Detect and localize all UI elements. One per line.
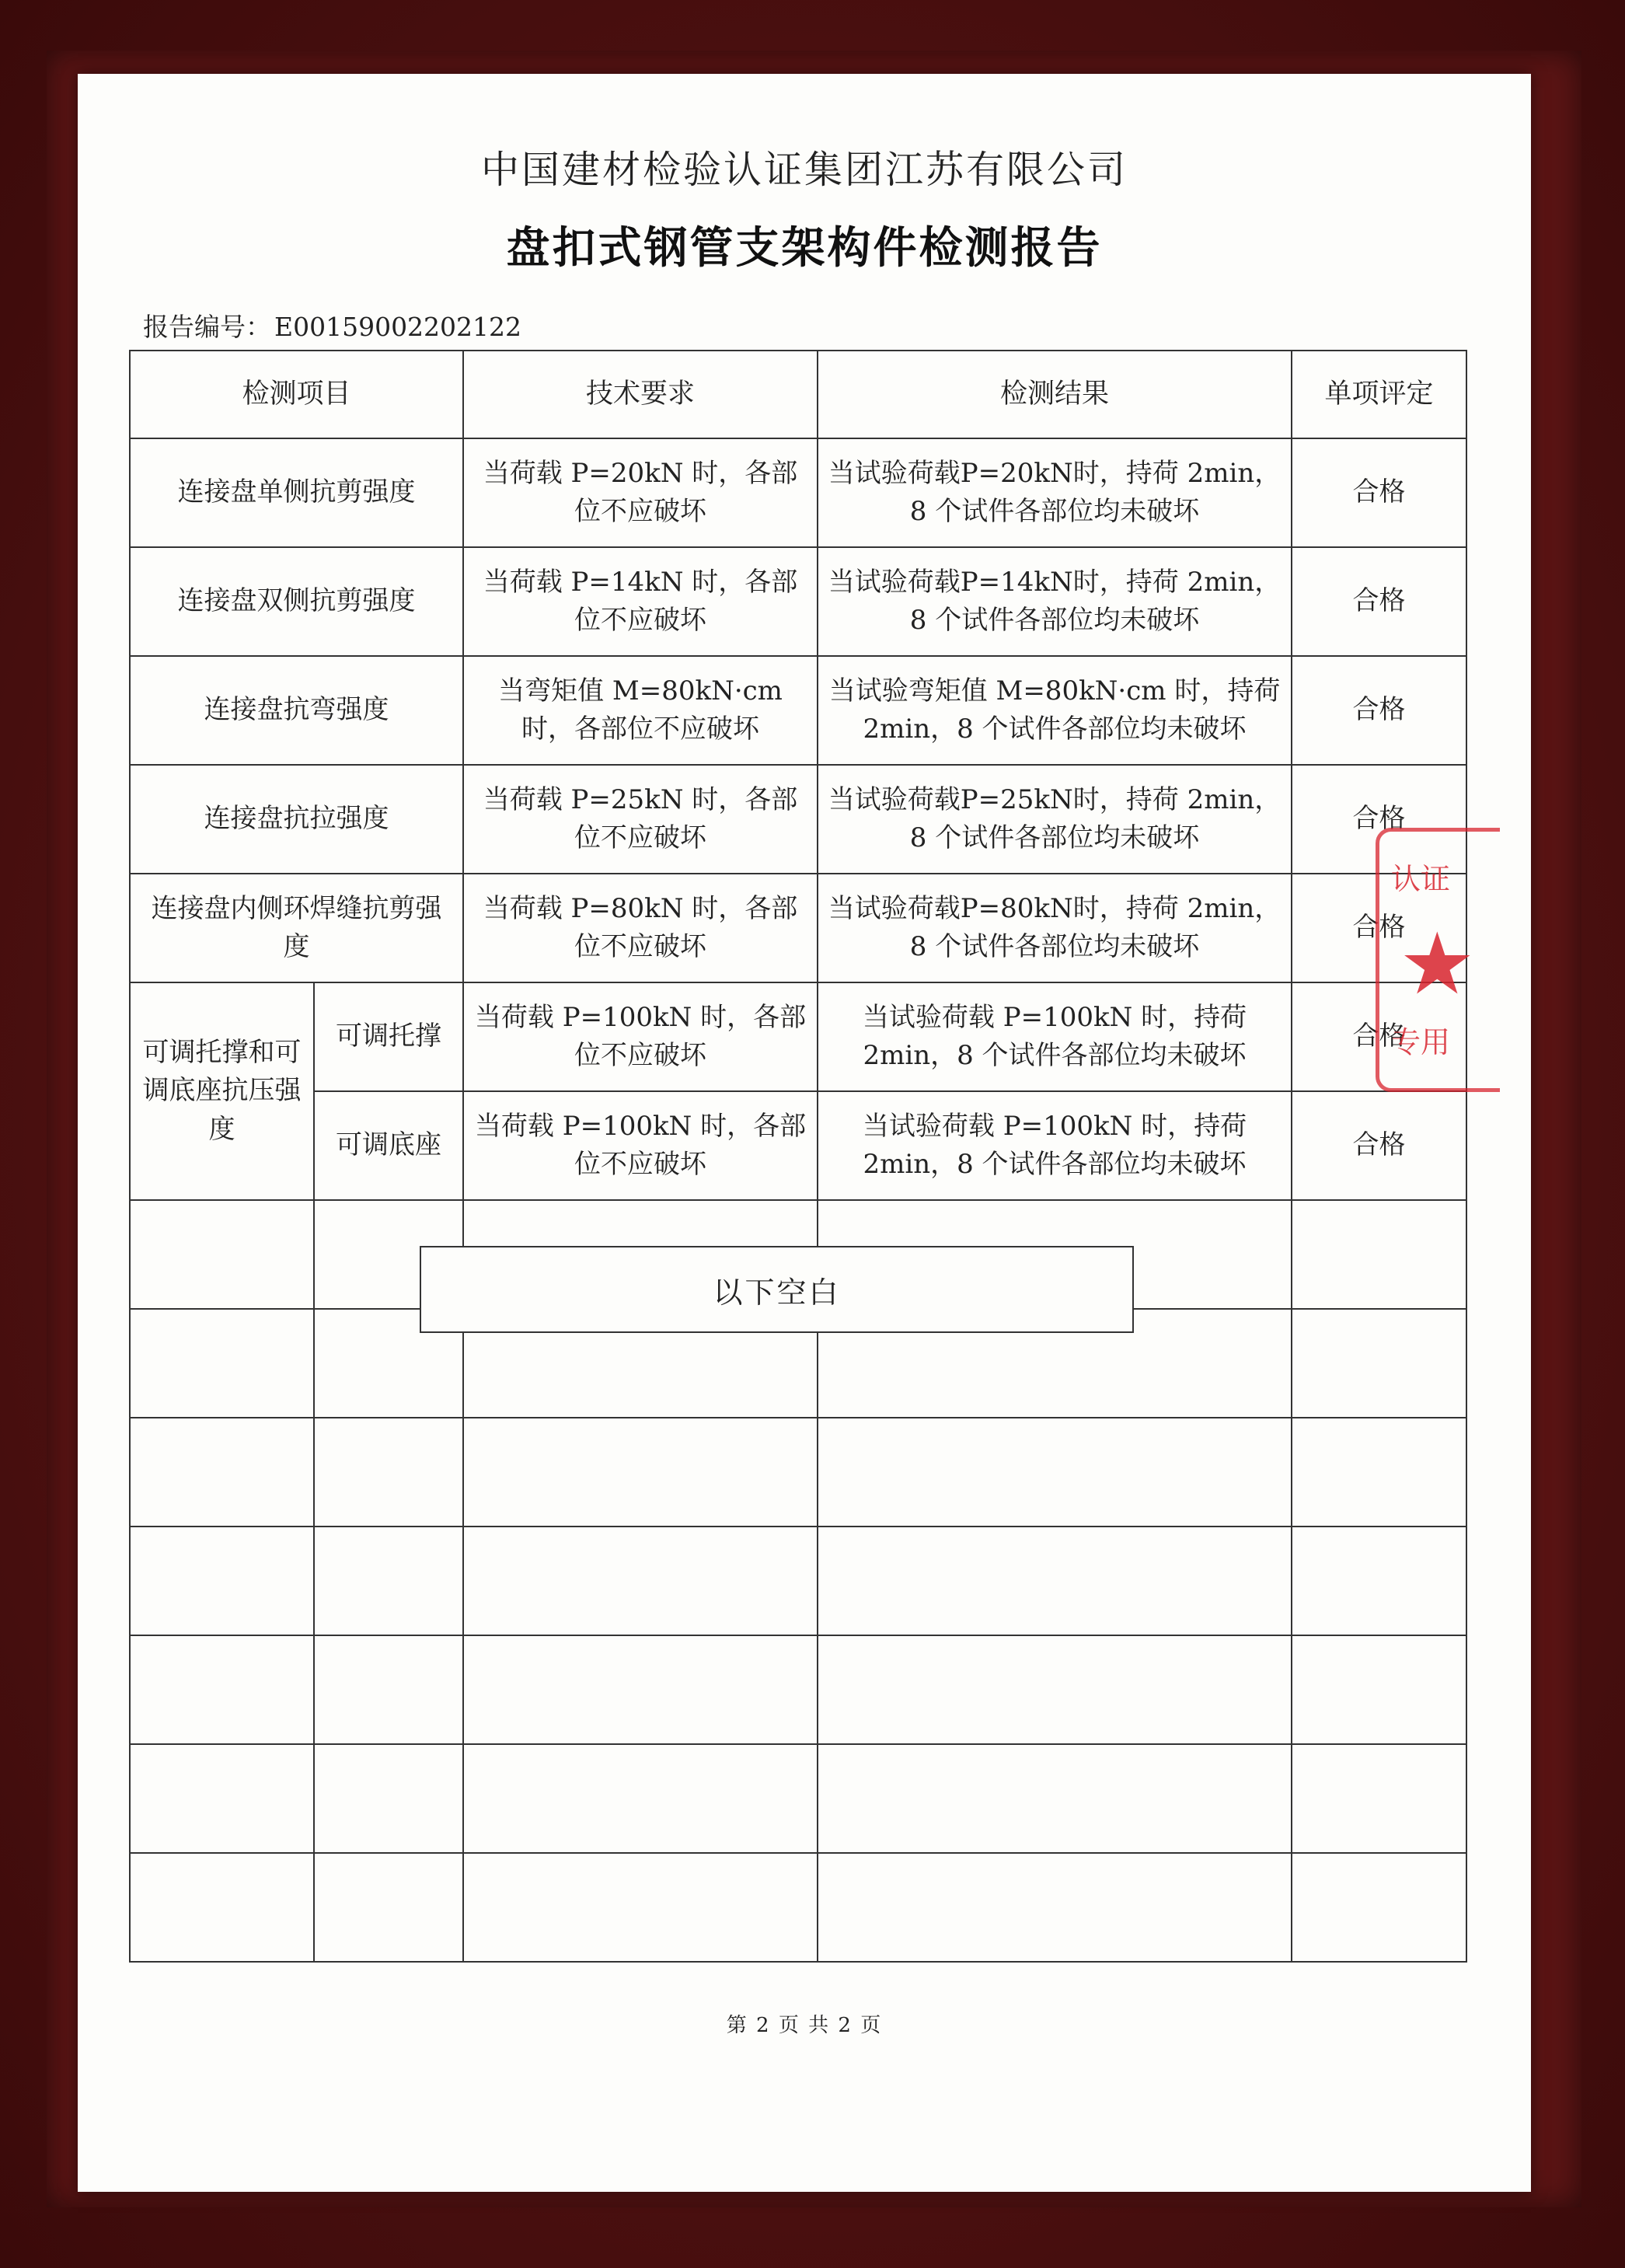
result-cell: 当试验荷载P=20kN时，持荷 2min，8 个试件各部位均未破坏 [818, 438, 1292, 547]
table-row [130, 765, 1466, 874]
requirement-cell: 当荷载 P=100kN 时，各部位不应破坏 [463, 982, 818, 1091]
requirement-cell: 当荷载 P=100kN 时，各部位不应破坏 [463, 1091, 818, 1200]
page-number: 第 2 页 共 2 页 [726, 2014, 883, 2037]
blank-row [130, 1744, 1466, 1853]
blank-note-text: 以下空白 [713, 1275, 841, 1310]
table-row [130, 1091, 1466, 1200]
sub-item-cell: 可调托撑 [314, 982, 463, 1091]
seal-text: 专用 [1391, 1025, 1451, 1059]
group-item-cell: 可调托撑和可调底座抗压强度 [130, 982, 314, 1200]
result-cell: 当试验弯矩值 M=80kN·cm 时，持荷 2min，8 个试件各部位均未破坏 [818, 656, 1292, 765]
rating-cell: 合格 [1292, 982, 1466, 1091]
result-cell: 当试验荷载P=14kN时，持荷 2min，8 个试件各部位均未破坏 [818, 547, 1292, 656]
blank-row [130, 1527, 1466, 1635]
report-page [78, 74, 1531, 2192]
requirement-cell: 当荷载 P=14kN 时，各部位不应破坏 [463, 547, 818, 656]
item-cell: 连接盘单侧抗剪强度 [130, 438, 463, 547]
column-header: 单项评定 [1292, 351, 1466, 438]
star-icon: ★ [1399, 914, 1476, 1014]
blank-row [130, 1853, 1466, 1962]
blank-row [130, 1418, 1466, 1527]
item-cell: 连接盘抗弯强度 [130, 656, 463, 765]
table-row [130, 547, 1466, 656]
report-number [140, 307, 521, 344]
requirement-cell: 当弯矩值 M=80kN·cm 时，各部位不应破坏 [463, 656, 818, 765]
inspection-table [129, 350, 1467, 1963]
column-header: 检测项目 [130, 351, 463, 438]
item-cell: 连接盘内侧环焊缝抗剪强度 [130, 874, 463, 982]
report-number-label: 报告编号： [143, 312, 271, 342]
organization-name: 中国建材检验认证集团江苏有限公司 [480, 148, 1128, 192]
rating-cell: 合格 [1292, 1091, 1466, 1200]
report-number-value: E00159002202122 [274, 312, 522, 342]
red-seal-stamp [1376, 828, 1500, 1108]
table-row [130, 874, 1466, 982]
report-title: 盘扣式钢管支架构件检测报告 [506, 223, 1103, 274]
rating-cell: 合格 [1292, 438, 1466, 547]
result-cell: 当试验荷载P=25kN时，持荷 2min，8 个试件各部位均未破坏 [818, 765, 1292, 874]
blank-note-box [420, 1246, 1134, 1333]
blank-row [130, 1635, 1466, 1744]
table-row [130, 438, 1466, 547]
rating-cell: 合格 [1292, 547, 1466, 656]
table-row [130, 656, 1466, 765]
seal-text: 认证 [1391, 862, 1451, 896]
result-cell: 当试验荷载P=80kN时，持荷 2min，8 个试件各部位均未破坏 [818, 874, 1292, 982]
column-header: 技术要求 [463, 351, 818, 438]
rating-cell: 合格 [1292, 874, 1466, 982]
requirement-cell: 当荷载 P=25kN 时，各部位不应破坏 [463, 765, 818, 874]
item-cell: 连接盘双侧抗剪强度 [130, 547, 463, 656]
requirement-cell: 当荷载 P=20kN 时，各部位不应破坏 [463, 438, 818, 547]
table-header-row [130, 351, 1466, 438]
rating-cell: 合格 [1292, 765, 1466, 874]
item-cell: 连接盘抗拉强度 [130, 765, 463, 874]
rating-cell: 合格 [1292, 656, 1466, 765]
table-row [130, 982, 1466, 1091]
sub-item-cell: 可调底座 [314, 1091, 463, 1200]
result-cell: 当试验荷载 P=100kN 时，持荷 2min，8 个试件各部位均未破坏 [818, 1091, 1292, 1200]
column-header: 检测结果 [818, 351, 1292, 438]
requirement-cell: 当荷载 P=80kN 时，各部位不应破坏 [463, 874, 818, 982]
result-cell: 当试验荷载 P=100kN 时，持荷 2min，8 个试件各部位均未破坏 [818, 982, 1292, 1091]
